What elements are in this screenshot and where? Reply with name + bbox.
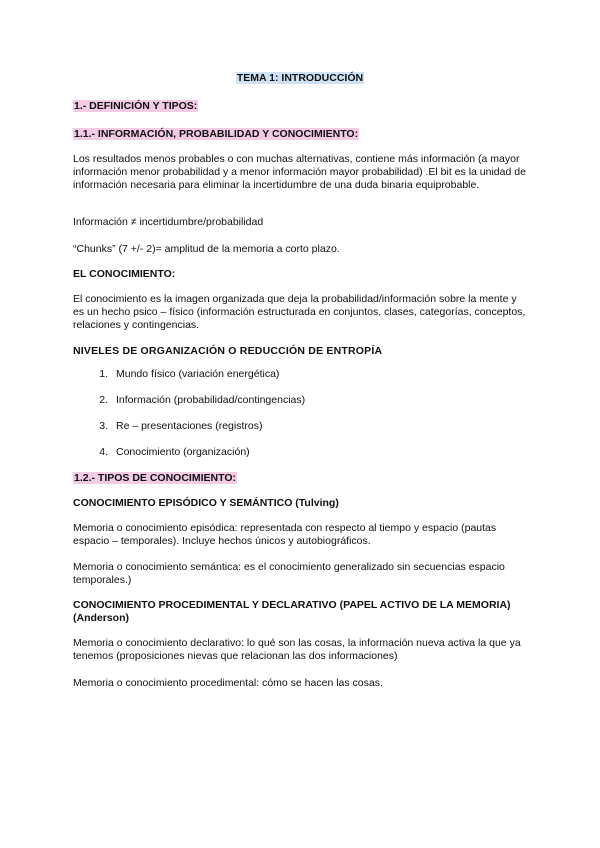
- episodico-paragraph-1: Memoria o conocimiento episódica: representada con respecto al tiempo y espacio (pautas espacio – temporales). Incluye hechos únicos y autobiográficos.: [73, 522, 497, 547]
- procedimental-paragraph-2: Memoria o conocimiento procedimental: cómo se hacen las cosas.: [73, 677, 383, 689]
- conocimiento-paragraph: El conocimiento es la imagen organizada que deja la probabilidad/información sobre la mente y es un hecho psico – físico (información estructurada en conjuntos, clases, categorías, conceptos, relaciones y contingencias.: [73, 293, 526, 331]
- document-title: TEMA 1: INTRODUCCIÓN: [236, 72, 364, 84]
- section-1-1-heading: 1.1.- INFORMACIÓN, PROBABILIDAD Y CONOCIMIENTO:: [74, 128, 359, 140]
- episodico-paragraph-2: Memoria o conocimiento semántica: es el conocimiento generalizado sin secuencias espacio temporales.): [73, 561, 505, 586]
- section-1-2-heading: 1.2.- TIPOS DE CONOCIMIENTO:: [74, 472, 236, 484]
- section-1-heading: 1.- DEFINICIÓN Y TIPOS:: [74, 100, 198, 112]
- procedimental-paragraph-1: Memoria o conocimiento declarativo: lo qué son las cosas, la información nueva activa la que ya tenemos (proposiciones nievas que relacionan las dos informaciones): [73, 637, 521, 662]
- section-1-1-paragraph-2: Información ≠ incertidumbre/probabilidad: [73, 216, 264, 228]
- list-item: 4. Conocimiento (organización): [99, 446, 250, 458]
- niveles-heading: NIVELES DE ORGANIZACIÓN O REDUCCIÓN DE ENTROPÍA: [73, 345, 383, 357]
- conocimiento-heading: EL CONOCIMIENTO:: [73, 268, 176, 280]
- procedimental-heading: CONOCIMIENTO PROCEDIMENTAL Y DECLARATIVO (PAPEL ACTIVO DE LA MEMORIA) (Anderson): [73, 599, 511, 624]
- section-1-1-paragraph-1: Los resultados menos probables o con muchas alternativas, contiene más información (a mayor información menor probabilidad y a menor información mayor probabilidad) .El bit es la unidad de información necesaria para eliminar la incertidumbre de una duda binaria equiprobable.: [73, 153, 526, 191]
- list-item: 1. Mundo físico (variación energética): [99, 368, 280, 380]
- list-item: 3. Re – presentaciones (registros): [99, 420, 263, 432]
- episodico-heading: CONOCIMIENTO EPISÓDICO Y SEMÁNTICO (Tulving): [73, 497, 339, 509]
- list-item: 2. Información (probabilidad/contingencias): [99, 394, 306, 406]
- section-1-1-paragraph-3: “Chunks” (7 +/- 2)= amplitud de la memoria a corto plazo.: [73, 243, 340, 255]
